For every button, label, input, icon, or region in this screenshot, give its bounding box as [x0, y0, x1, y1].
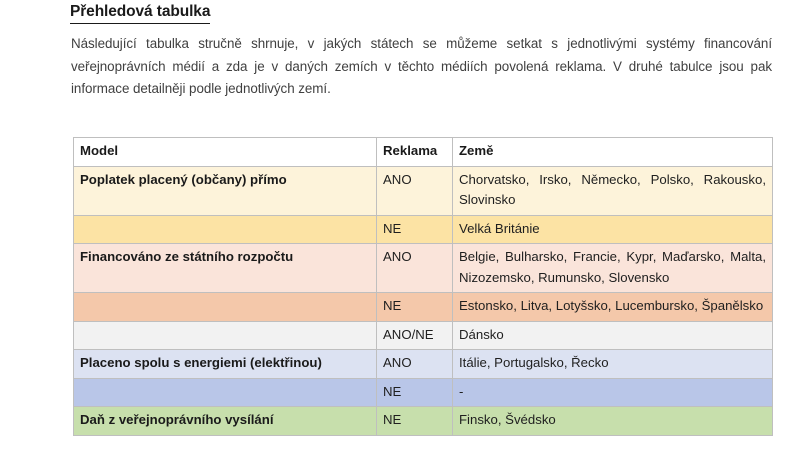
intro-paragraph: [71, 33, 772, 101]
table-row: [74, 407, 773, 436]
cell-reklama: ANO: [377, 350, 453, 379]
cell-zeme: Velká Británie: [453, 215, 773, 244]
column-header-zeme: Země: [453, 138, 773, 167]
overview-table: [73, 137, 773, 436]
cell-reklama: NE: [377, 215, 453, 244]
cell-reklama: ANO: [377, 244, 453, 293]
cell-model: Daň z veřejnoprávního vysílání: [74, 407, 377, 436]
page-title: [70, 1, 210, 24]
table-row: [74, 166, 773, 215]
table-row: [74, 244, 773, 293]
cell-model: [74, 378, 377, 407]
column-header-model: Model: [74, 138, 377, 167]
table-row: [74, 215, 773, 244]
column-header-reklama: Reklama: [377, 138, 453, 167]
table-row: [74, 378, 773, 407]
cell-zeme: Dánsko: [453, 321, 773, 350]
table-row: [74, 321, 773, 350]
cell-reklama: NE: [377, 293, 453, 322]
page-title-text: Přehledová tabulka: [70, 1, 210, 24]
cell-model: Placeno spolu s energiemi (elektřinou): [74, 350, 377, 379]
cell-model: [74, 293, 377, 322]
cell-zeme: Belgie, Bulharsko, Francie, Kypr, Maďarsko, Malta, Nizozemsko, Rumunsko, Slovensko: [453, 244, 773, 293]
cell-model: Financováno ze státního rozpočtu: [74, 244, 377, 293]
cell-zeme: Finsko, Švédsko: [453, 407, 773, 436]
cell-reklama: NE: [377, 407, 453, 436]
cell-model: Poplatek placený (občany) přímo: [74, 166, 377, 215]
cell-reklama: NE: [377, 378, 453, 407]
cell-reklama: ANO: [377, 166, 453, 215]
cell-zeme: Estonsko, Litva, Lotyšsko, Lucembursko, Španělsko: [453, 293, 773, 322]
table-row: [74, 350, 773, 379]
cell-zeme: Itálie, Portugalsko, Řecko: [453, 350, 773, 379]
intro-paragraph-text: Následující tabulka stručně shrnuje, v jakých státech se můžeme setkat s jednotlivými systémy financování veřejnoprávních médií a zda je v daných zemích v těchto médiích povolená reklama. V druhé tabulce jsou pak informace detailněji podle jednotlivých zemí.: [71, 36, 772, 96]
table-header-row: [74, 138, 773, 167]
cell-zeme: Chorvatsko, Irsko, Německo, Polsko, Rakousko, Slovinsko: [453, 166, 773, 215]
cell-model: [74, 321, 377, 350]
cell-zeme: -: [453, 378, 773, 407]
overview-table-wrapper: [73, 137, 772, 436]
table-row: [74, 293, 773, 322]
cell-reklama: ANO/NE: [377, 321, 453, 350]
cell-model: [74, 215, 377, 244]
